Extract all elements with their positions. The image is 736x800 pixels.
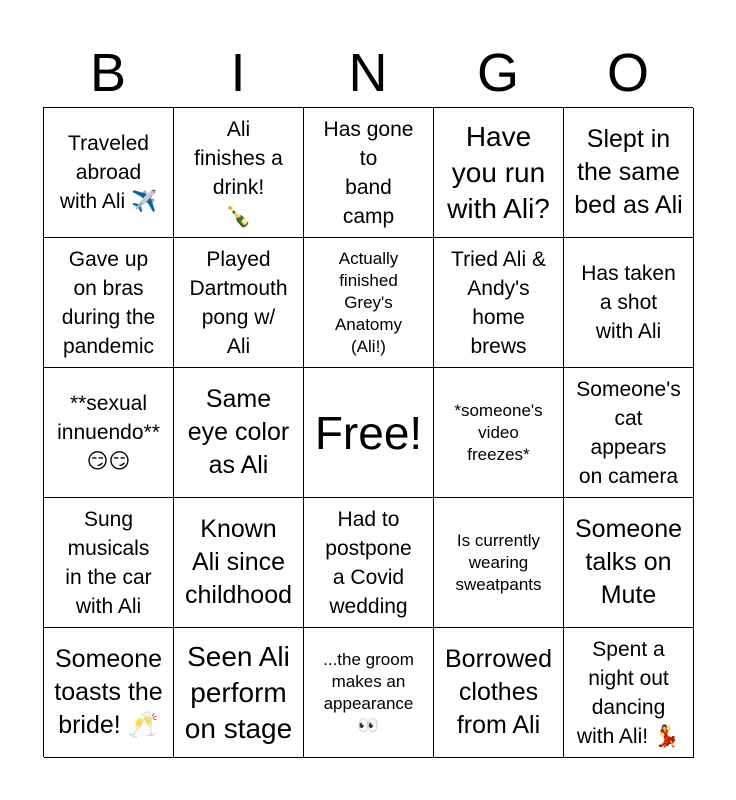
bingo-cell-r4-c2[interactable]: Known Ali since childhood	[174, 498, 304, 628]
bingo-cell-r3-c2[interactable]: Same eye color as Ali	[174, 368, 304, 498]
bingo-cell-r1-c2[interactable]: Ali finishes a drink! 🍾	[174, 108, 304, 238]
header-letter-g: G	[476, 43, 519, 103]
bingo-cell-r5-c3[interactable]: ...the groom makes an appearance 👀	[304, 628, 434, 758]
bingo-cell-r2-c2[interactable]: Played Dartmouth pong w/ Ali	[174, 238, 304, 368]
bingo-cell-r5-c2[interactable]: Seen Ali perform on stage	[174, 628, 304, 758]
bingo-cell-r2-c5[interactable]: Has taken a shot with Ali	[564, 238, 694, 368]
bingo-cell-r5-c4[interactable]: Borrowed clothes from Ali	[434, 628, 564, 758]
header-letter-n: N	[348, 43, 388, 103]
bingo-cell-r5-c1[interactable]: Someone toasts the bride! 🥂	[44, 628, 174, 758]
bingo-cell-r1-c5[interactable]: Slept in the same bed as Ali	[564, 108, 694, 238]
bingo-cell-r2-c3[interactable]: Actually finished Grey's Anatomy (Ali!)	[304, 238, 434, 368]
bingo-cell-r2-c1[interactable]: Gave up on bras during the pandemic	[44, 238, 174, 368]
bingo-header	[43, 40, 693, 106]
bingo-cell-r1-c3[interactable]: Has gone to band camp	[304, 108, 434, 238]
bingo-cell-r2-c4[interactable]: Tried Ali & Andy's home brews	[434, 238, 564, 368]
header-letter-b: B	[89, 43, 127, 103]
bingo-cell-r3-c4[interactable]: *someone's video freezes*	[434, 368, 564, 498]
bingo-cell-r4-c4[interactable]: Is currently wearing sweatpants	[434, 498, 564, 628]
bingo-cell-r4-c1[interactable]: Sung musicals in the car with Ali	[44, 498, 174, 628]
bingo-cell-r4-c3[interactable]: Had to postpone a Covid wedding	[304, 498, 434, 628]
bingo-cell-r3-c5[interactable]: Someone's cat appears on camera	[564, 368, 694, 498]
bingo-cell-r5-c5[interactable]: Spent a night out dancing with Ali! 💃	[564, 628, 694, 758]
bingo-cell-r4-c5[interactable]: Someone talks on Mute	[564, 498, 694, 628]
bingo-cell-r1-c1[interactable]: Traveled abroad with Ali ✈️	[44, 108, 174, 238]
bingo-grid	[43, 107, 693, 757]
bingo-cell-r3-c1[interactable]: **sexual innuendo** 😏😏	[44, 368, 174, 498]
header-letter-o: O	[606, 43, 649, 103]
bingo-cell-free[interactable]: Free!	[304, 368, 434, 498]
header-letter-i: I	[230, 43, 246, 103]
bingo-cell-r1-c4[interactable]: Have you run with Ali?	[434, 108, 564, 238]
